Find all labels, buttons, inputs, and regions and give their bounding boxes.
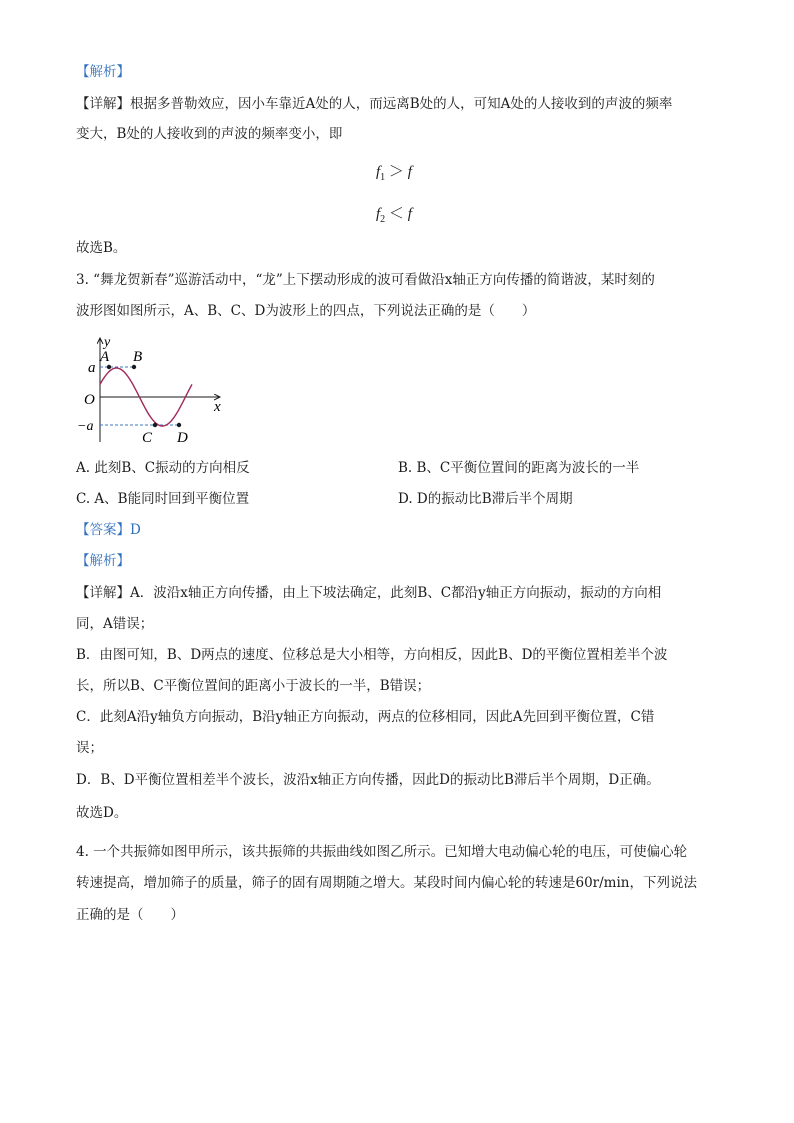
q3-option-a: A. 此刻B、C振动的方向相反 bbox=[76, 460, 250, 476]
formula-f2: $f_2 < f$ bbox=[376, 206, 412, 225]
jiexi-heading-q2: 【解析】 bbox=[76, 64, 130, 80]
q3-option-c: C. A、B能同时回到平衡位置 bbox=[76, 491, 250, 507]
q4-stem-line-3: 正确的是（ ） bbox=[76, 907, 184, 923]
q3-detail-line: 误； bbox=[76, 740, 103, 756]
origin-label: O bbox=[84, 392, 95, 408]
detail-line-2: 变大，B处的人接收到的声波的频率变小，即 bbox=[76, 126, 343, 142]
q3-detail-line: B．由图可知，B、D两点的速度、位移总是大小相等，方向相反，因此B、D的平衡位置相差半个波 bbox=[76, 647, 668, 663]
q3-detail-line: C．此刻A沿y轴负方向振动，B沿y轴正方向振动，两点的位移相同，因此A先回到平衡位置，C错 bbox=[76, 709, 655, 725]
q3-answer: 【答案】D bbox=[76, 522, 141, 538]
formula-f1: $f_1 > f$ bbox=[376, 164, 412, 183]
q4-stem-line-2: 转速提高，增加筛子的质量，筛子的固有周期随之增大。某段时间内偏心轮的转速是60r/min，下列说法 bbox=[76, 875, 697, 891]
conclusion-q3: 故选D。 bbox=[76, 805, 128, 821]
q3-option-d: D. D的振动比B滞后半个周期 bbox=[398, 491, 573, 507]
q3-detail-line: 长，所以B、C平衡位置间的距离小于波长的一半，B错误； bbox=[76, 678, 431, 694]
point-c-dot bbox=[153, 423, 157, 427]
point-d-label: D bbox=[177, 430, 188, 446]
point-b-dot bbox=[132, 365, 136, 369]
point-c-label: C bbox=[142, 430, 153, 446]
neg-amp-label: −a bbox=[77, 419, 94, 434]
wave-figure bbox=[76, 334, 236, 446]
detail-line-1: 【详解】根据多普勒效应，因小车靠近A处的人，而远离B处的人，可知A处的人接收到的声波的频率 bbox=[76, 96, 673, 112]
conclusion-q2: 故选B。 bbox=[76, 240, 127, 256]
q4-stem-line-1: 4. 一个共振筛如图甲所示，该共振筛的共振曲线如图乙所示。已知增大电动偏心轮的电压，可使偏心轮 bbox=[76, 844, 688, 860]
q3-option-b: B. B、C平衡位置间的距离为波长的一半 bbox=[398, 460, 640, 476]
x-axis-label: x bbox=[214, 399, 221, 415]
q3-stem-line-1: 3. “舞龙贺新春”巡游活动中，“龙”上下摆动形成的波可看做沿x轴正方向传播的简谐波，某时刻的 bbox=[76, 272, 655, 288]
jiexi-heading-q3: 【解析】 bbox=[76, 553, 130, 569]
point-a-label: A bbox=[100, 349, 110, 365]
point-d-dot bbox=[177, 423, 181, 427]
y-axis-label: y bbox=[104, 335, 111, 350]
point-b-label: B bbox=[133, 349, 143, 365]
point-a-dot bbox=[107, 365, 111, 369]
q3-stem-line-2: 波形图如图所示，A、B、C、D为波形上的四点，下列说法正确的是（ ） bbox=[76, 303, 536, 319]
q3-detail-line: D．B、D平衡位置相差半个波长，波沿x轴正方向传播，因此D的振动比B滞后半个周期，D正确。 bbox=[76, 772, 660, 788]
q3-detail-line: 【详解】A．波沿x轴正方向传播，由上下坡法确定，此刻B、C都沿y轴正方向振动，振动的方向相 bbox=[76, 585, 662, 601]
q3-detail-line: 同，A错误； bbox=[76, 616, 154, 632]
pos-amp-label: a bbox=[88, 360, 96, 376]
